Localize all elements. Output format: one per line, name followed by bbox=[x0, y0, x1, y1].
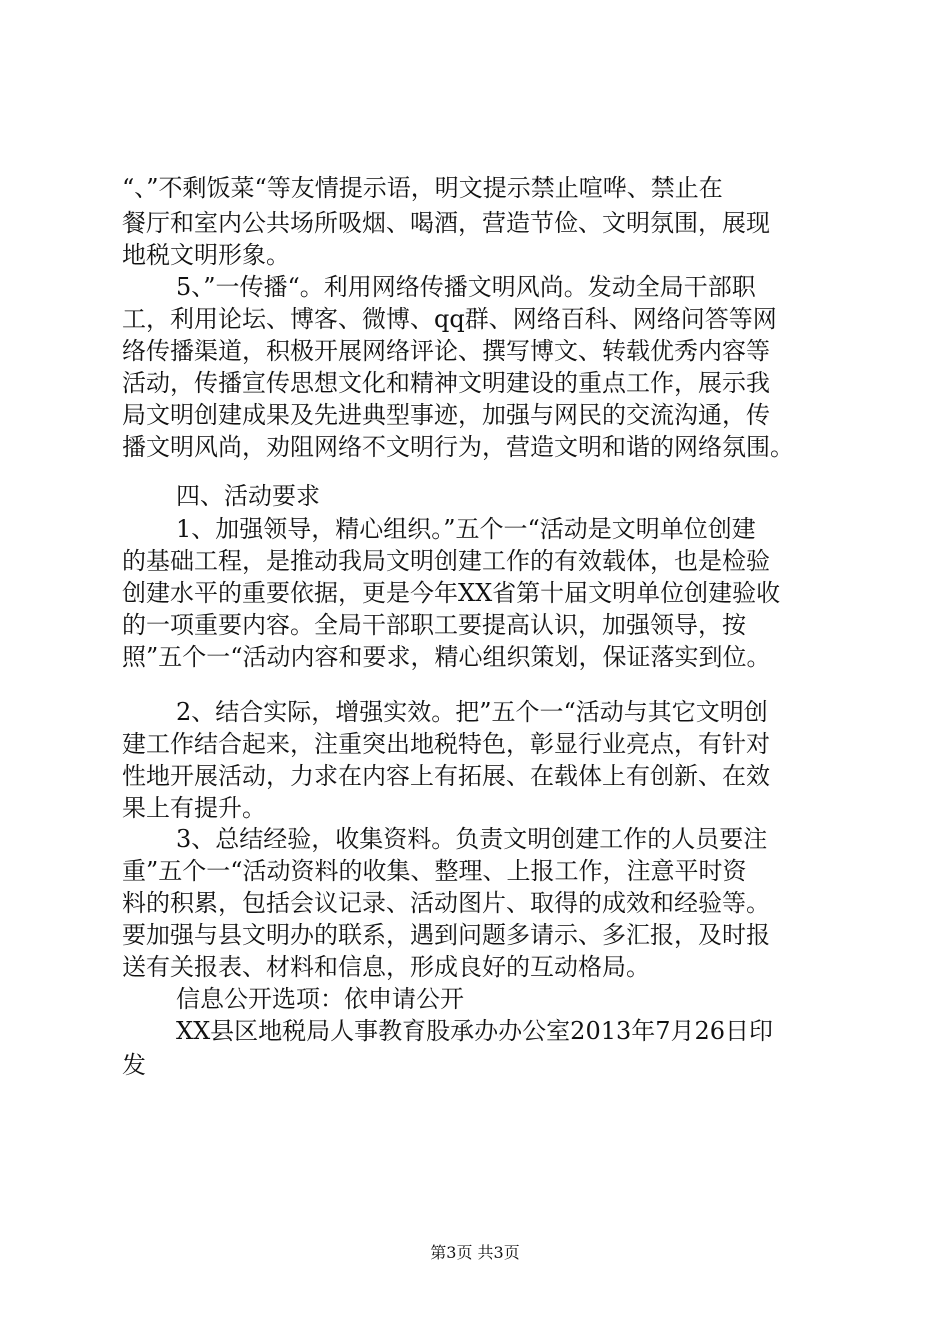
text-line: 活动，传播宣传思想文化和精神文明建设的重点工作，展示我 bbox=[122, 369, 770, 397]
text-line: XX县区地税局人事教育股承办办公室2013年7月26日印 bbox=[176, 1017, 774, 1045]
text-line: 餐厅和室内公共场所吸烟、喝酒，营造节俭、文明氛围，展现 bbox=[122, 209, 770, 237]
text-line: 络传播渠道，积极开展网络评论、撰写博文、转载优秀内容等 bbox=[122, 337, 770, 365]
text-line: “、”不剩饭菜“等友情提示语，明文提示禁止喧哗、禁止在 bbox=[122, 174, 723, 202]
text-line: 发 bbox=[122, 1051, 146, 1079]
text-line: 性地开展活动，力求在内容上有拓展、在载体上有创新、在效 bbox=[122, 762, 770, 790]
text-line: 1、加强领导，精心组织。”五个一“活动是文明单位创建 bbox=[176, 515, 756, 543]
text-line: 创建水平的重要依据，更是今年XX省第十届文明单位创建验收 bbox=[122, 579, 781, 607]
text-line: 送有关报表、材料和信息，形成良好的互动格局。 bbox=[122, 953, 650, 981]
text-line: 重”五个一“活动资料的收集、整理、上报工作，注意平时资 bbox=[122, 857, 747, 885]
text-line: 播文明风尚，劝阻网络不文明行为，营造文明和谐的网络氛围。 bbox=[122, 433, 794, 461]
text-line: 3、总结经验，收集资料。负责文明创建工作的人员要注 bbox=[176, 825, 768, 853]
text-line: 的一项重要内容。全局干部职工要提高认识，加强领导，按 bbox=[122, 611, 746, 639]
text-line: 局文明创建成果及先进典型事迹，加强与网民的交流沟通，传 bbox=[122, 401, 770, 429]
text-line: 要加强与县文明办的联系，遇到问题多请示、多汇报，及时报 bbox=[122, 921, 770, 949]
text-line: 料的积累，包括会议记录、活动图片、取得的成效和经验等。 bbox=[122, 889, 770, 917]
text-line: 5、”一传播“。利用网络传播文明风尚。发动全局干部职 bbox=[176, 273, 756, 301]
section-heading: 四、活动要求 bbox=[176, 482, 320, 510]
text-line: 的基础工程，是推动我局文明创建工作的有效载体，也是检验 bbox=[122, 547, 770, 575]
text-line: 工，利用论坛、博客、微博、qq群、网络百科、网络问答等网 bbox=[122, 305, 777, 333]
text-line: 信息公开选项：依申请公开 bbox=[176, 985, 464, 1013]
page-number: 第3页 共3页 bbox=[430, 1243, 520, 1262]
text-line: 2、结合实际，增强实效。把”五个一“活动与其它文明创 bbox=[176, 698, 768, 726]
text-line: 照”五个一“活动内容和要求，精心组织策划，保证落实到位。 bbox=[122, 643, 771, 671]
text-line: 建工作结合起来，注重突出地税特色，彰显行业亮点，有针对 bbox=[122, 730, 770, 758]
text-line: 果上有提升。 bbox=[122, 794, 266, 822]
text-line: 地税文明形象。 bbox=[122, 241, 290, 269]
